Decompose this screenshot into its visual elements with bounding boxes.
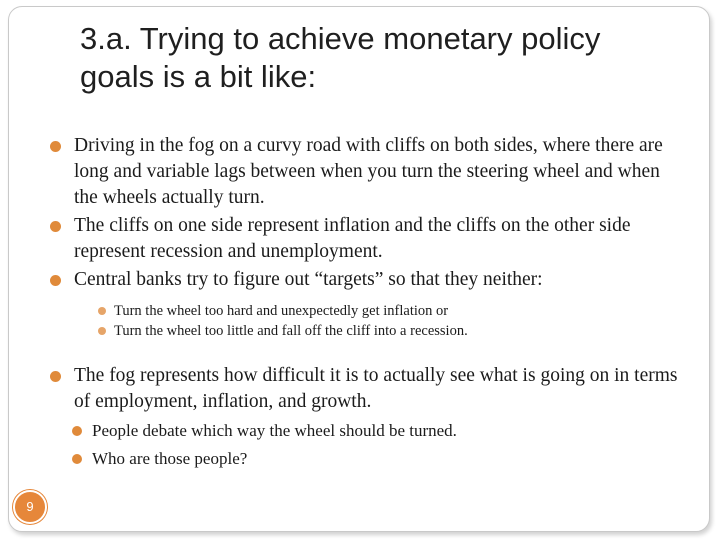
bullet-dot-icon [50,141,61,152]
spacer [48,341,678,363]
slide-title: 3.a. Trying to achieve monetary policy goals is a bit like: [80,21,601,94]
bullet-text: The cliffs on one side represent inflation and the cliffs on the other side represent recession and unemployment. [74,215,631,262]
bullet-text: Turn the wheel too hard and unexpectedly get inflation or [114,303,449,319]
bullet-dot-icon [50,371,61,382]
sub-sub-bullet-item [48,321,678,341]
bullet-dot-icon [98,307,106,315]
bullet-item [48,363,678,415]
bullet-text: People debate which way the wheel should be turned. [92,421,457,440]
bullet-item [48,267,678,293]
bullet-dot-icon [72,454,82,464]
bullet-dot-icon [50,275,61,286]
sub-bullet-item [48,447,678,471]
bullet-dot-icon [98,327,106,335]
bullet-item [48,213,678,265]
bullet-text: Turn the wheel too little and fall off the cliff into a recession. [114,323,468,339]
sub-bullet-item [48,419,678,443]
bullet-text: Driving in the fog on a curvy road with cliffs on both sides, where there are long and variable lags between when you turn the steering wheel and when the wheels actually turn. [74,135,663,208]
bullet-dot-icon [50,221,61,232]
bullet-dot-icon [72,426,82,436]
bullet-text: The fog represents how difficult it is to actually see what is going on in terms of employment, inflation, and growth. [74,365,678,412]
bullet-text: Central banks try to figure out “targets” so that they neither: [74,269,543,290]
bullet-item [48,133,678,211]
bullet-text: Who are those people? [92,449,248,468]
sub-sub-bullet-item [48,301,678,321]
bullet-list [48,133,678,471]
page-number-badge: 9 [13,490,47,524]
